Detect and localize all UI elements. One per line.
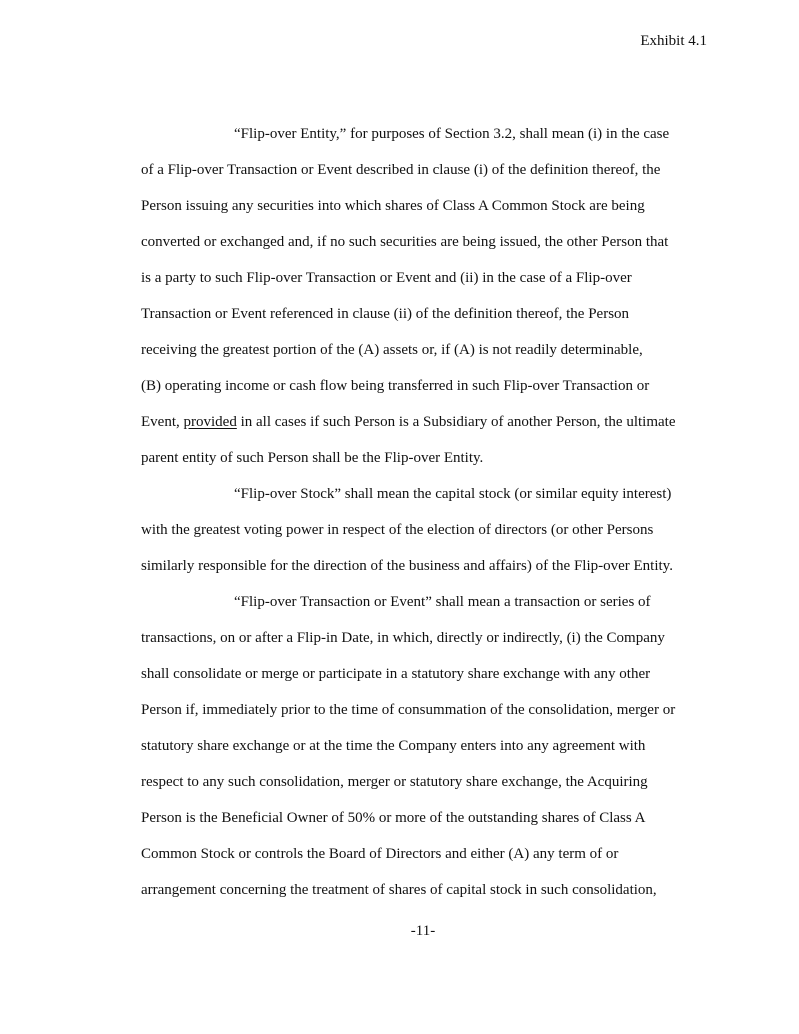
text-line: similarly responsible for the direction of the business and affairs) of the Flip-over Entity.	[141, 558, 673, 574]
text-line: arrangement concerning the treatment of shares of capital stock in such consolidation,	[141, 882, 657, 898]
text-line: transactions, on or after a Flip-in Date, in which, directly or indirectly, (i) the Company	[141, 630, 665, 646]
text-line: respect to any such consolidation, merger or statutory share exchange, the Acquiring	[141, 774, 648, 790]
text-line: shall consolidate or merge or participate in a statutory share exchange with any other	[141, 666, 651, 682]
text-line: Person issuing any securities into which shares of Class A Common Stock are being	[141, 198, 645, 214]
text-segment: in all cases if such Person is a Subsidiary of another Person, the ultimate	[236, 414, 676, 430]
text-line: converted or exchanged and, if no such securities are being issued, the other Person that	[141, 234, 669, 250]
text-line: statutory share exchange or at the time the Company enters into any agreement with	[141, 738, 646, 754]
text-line: is a party to such Flip-over Transaction or Event and (ii) in the case of a Flip-over	[141, 270, 632, 286]
text-line: “Flip-over Stock” shall mean the capital stock (or similar equity interest)	[234, 486, 672, 502]
text-line: of a Flip-over Transaction or Event described in clause (i) of the definition thereof, the	[141, 162, 661, 178]
text-segment: Event,	[141, 414, 184, 430]
page-number: -11-	[410, 923, 436, 939]
text-line: “Flip-over Entity,” for purposes of Section 3.2, shall mean (i) in the case	[234, 126, 670, 142]
text-line: “Flip-over Transaction or Event” shall mean a transaction or series of	[234, 594, 651, 610]
text-line: (B) operating income or cash flow being transferred in such Flip-over Transaction or	[141, 378, 650, 394]
text-line: Person if, immediately prior to the time of consummation of the consolidation, merger or	[141, 702, 676, 718]
text-line: parent entity of such Person shall be the Flip-over Entity.	[141, 450, 484, 466]
exhibit-label: Exhibit 4.1	[640, 33, 707, 49]
text-line	[141, 412, 676, 432]
text-line: Person is the Beneficial Owner of 50% or more of the outstanding shares of Class A	[141, 810, 646, 826]
text-line: Common Stock or controls the Board of Directors and either (A) any term of or	[141, 846, 619, 862]
text-line: with the greatest voting power in respect of the election of directors (or other Persons	[141, 522, 654, 538]
provided-underlined-term: provided	[183, 414, 237, 430]
text-line: receiving the greatest portion of the (A) assets or, if (A) is not readily determinable,	[141, 342, 643, 358]
text-line: Transaction or Event referenced in clause (ii) of the definition thereof, the Person	[141, 306, 630, 322]
